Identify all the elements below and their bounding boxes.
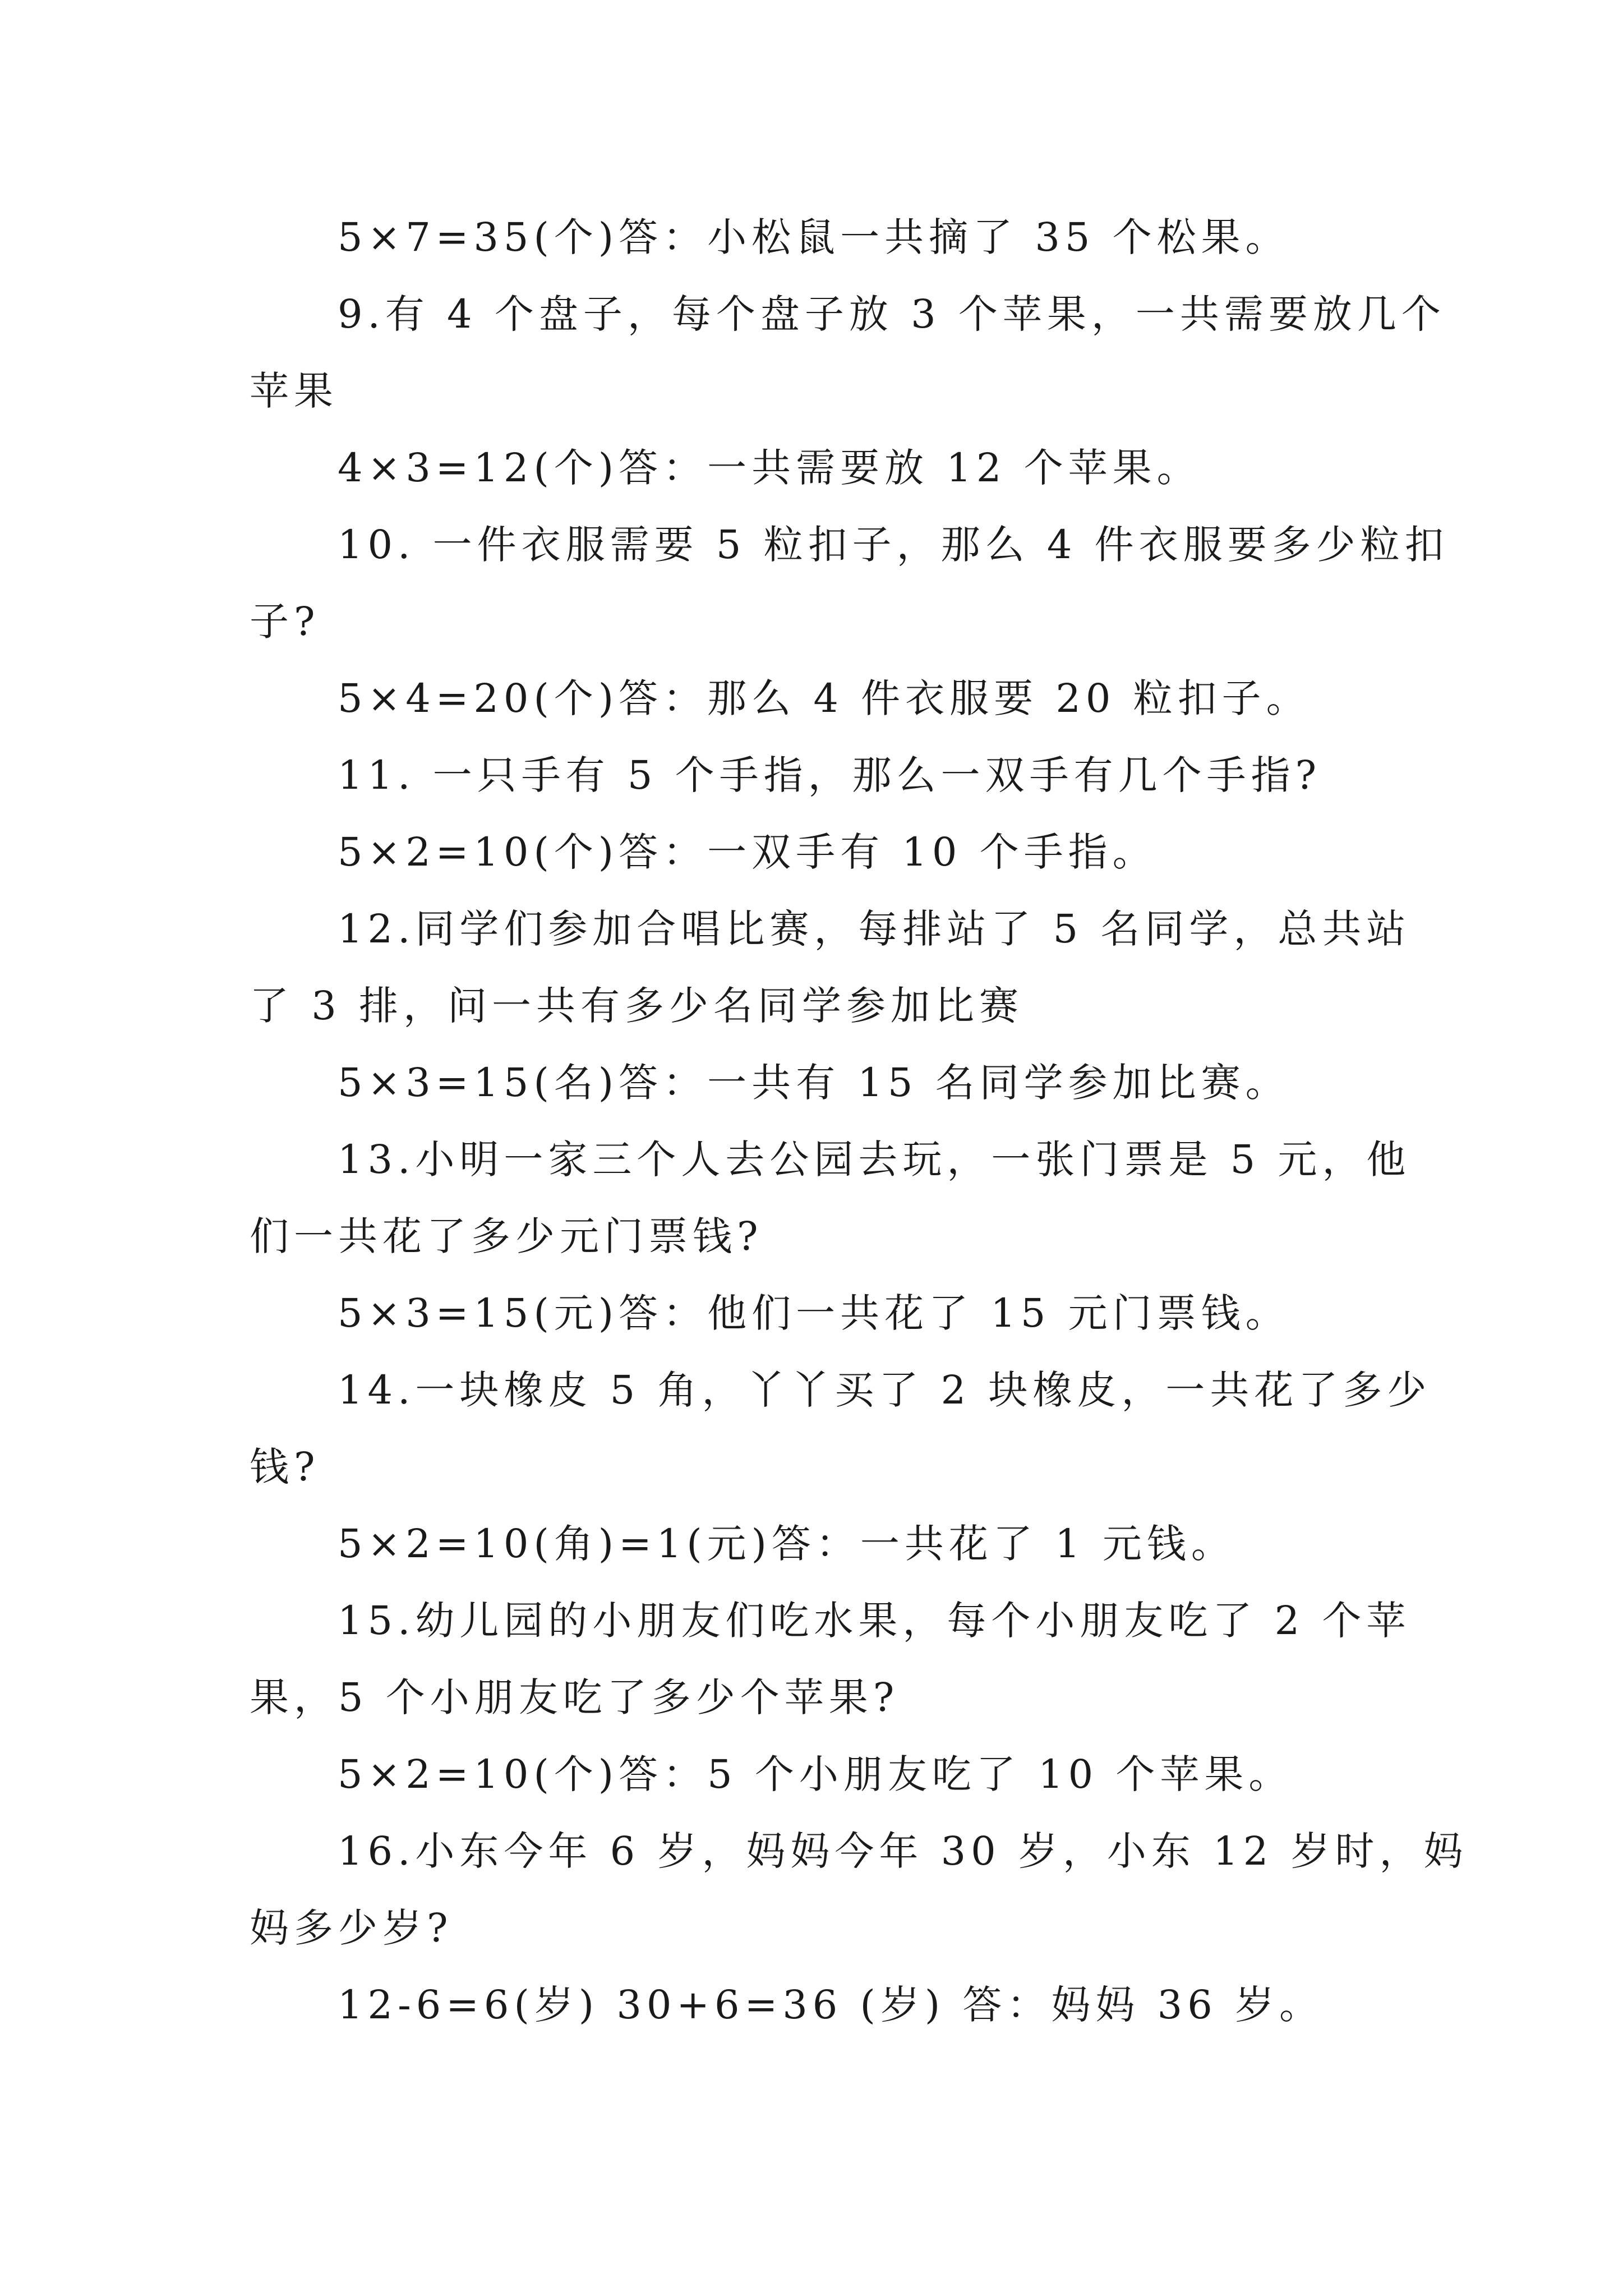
question-line: 13.小明一家三个人去公园去玩，一张门票是 5 元，他 xyxy=(338,1137,1411,1182)
question-continuation: 苹果 xyxy=(250,368,338,414)
answer-line: 5×3=15(名)答：一共有 15 名同学参加比赛。 xyxy=(338,1060,1290,1106)
document-body xyxy=(250,199,1468,2044)
question-continuation: 了 3 排，问一共有多少名同学参加比赛 xyxy=(250,983,1024,1029)
question-line: 12.同学们参加合唱比赛，每排站了 5 名同学，总共站 xyxy=(338,906,1411,952)
question-continuation: 妈多少岁? xyxy=(250,1905,453,1951)
answer-line: 12-6=6(岁) 30+6=36 (岁) 答：妈妈 36 岁。 xyxy=(338,1982,1324,2028)
answer-line: 5×2=10(个)答：5 个小朋友吃了 10 个苹果。 xyxy=(338,1751,1293,1797)
question-line: 14.一块橡皮 5 角，丫丫买了 2 块橡皮，一共花了多少 xyxy=(338,1367,1432,1413)
question-line: 11. 一只手有 5 个手指，那么一双手有几个手指? xyxy=(338,752,1322,798)
question-continuation: 钱? xyxy=(250,1444,320,1490)
answer-line: 5×4=20(个)答：那么 4 件衣服要 20 粒扣子。 xyxy=(338,675,1311,721)
answer-line: 4×3=12(个)答：一共需要放 12 个苹果。 xyxy=(338,445,1201,491)
question-continuation: 们一共花了多少元门票钱? xyxy=(250,1213,763,1259)
answer-line: 5×3=15(元)答：他们一共花了 15 元门票钱。 xyxy=(338,1290,1290,1336)
answer-line: 5×2=10(个)答：一双手有 10 个手指。 xyxy=(338,829,1157,875)
question-continuation: 果，5 个小朋友吃了多少个苹果? xyxy=(250,1674,900,1720)
question-continuation: 子? xyxy=(250,599,320,645)
question-line: 16.小东今年 6 岁，妈妈今年 30 岁，小东 12 岁时，妈 xyxy=(338,1828,1468,1874)
question-line: 10. 一件衣服需要 5 粒扣子，那么 4 件衣服要多少粒扣 xyxy=(338,522,1449,568)
answer-line: 5×2=10(角)=1(元)答：一共花了 1 元钱。 xyxy=(338,1521,1235,1567)
answer-line: 5×7=35(个)答：小松鼠一共摘了 35 个松果。 xyxy=(338,214,1290,260)
question-line: 9.有 4 个盘子，每个盘子放 3 个苹果，一共需要放几个 xyxy=(338,291,1446,337)
question-line: 15.幼儿园的小朋友们吃水果，每个小朋友吃了 2 个苹 xyxy=(338,1598,1411,1644)
